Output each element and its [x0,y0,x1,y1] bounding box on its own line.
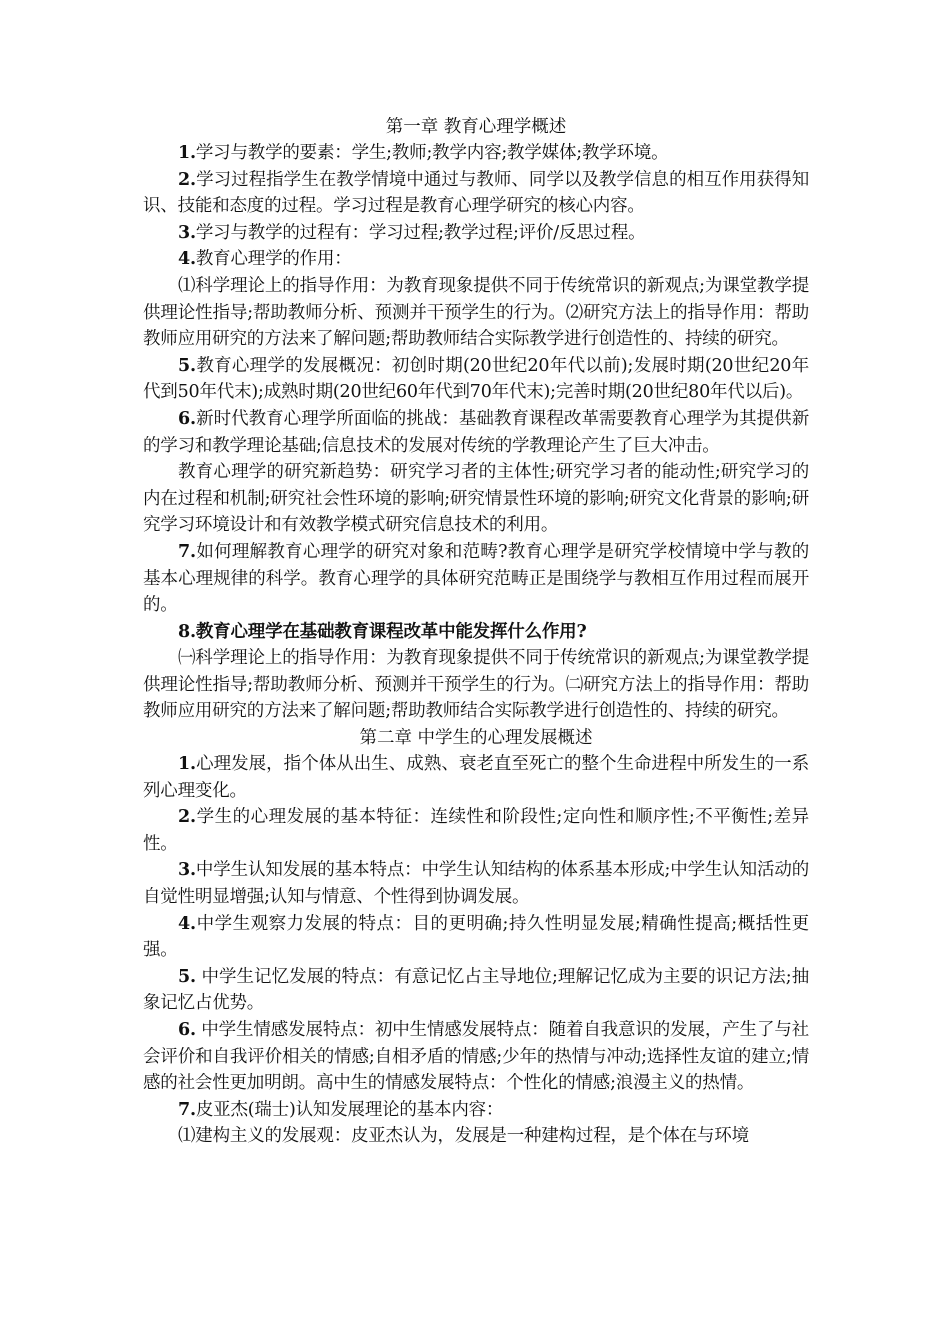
ch1-item-4-detail: ⑴科学理论上的指导作用：为教育现象提供不同于传统常识的新观点;为课堂教学提供理论性指导;帮助教师分析、预测并干预学生的行为。⑵研究方法上的指导作用：帮助教师应用研究的方法来了解问题;帮助教师结合实际教学进行创造性的、持续的研究。 [143,275,809,350]
ch1-item-5: 5.教育心理学的发展概况：初创时期(20世纪20年代以前);发展时期(20世纪20年代到50年代末);成熟时期(20世纪60年代到70年代末);完善时期(20世纪80年代以后)。 [143,355,809,403]
ch2-item-2: 2.学生的心理发展的基本特征：连续性和阶段性;定向性和顺序性;不平衡性;差异性。 [143,807,809,854]
chapter-2-title: 第二章 中学生的心理发展概述 [359,728,593,749]
ch1-item-7: 7.如何理解教育心理学的研究对象和范畴?教育心理学是研究学校情境中学与教的基本心理规律的科学。教育心理学的具体研究范畴正是围绕学与教相互作用过程而展开的。 [143,541,809,616]
ch2-item-7: 7.皮亚杰(瑞士)认知发展理论的基本内容： [178,1099,504,1120]
ch1-item-6: 6.新时代教育心理学所面临的挑战：基础教育课程改革需要教育心理学为其提供新的学习和教学理论基础;信息技术的发展对传统的学教理论产生了巨大冲击。 [143,408,809,456]
ch1-item-4: 4.教育心理学的作用： [178,249,352,270]
ch2-item-7-detail: ⑴建构主义的发展观：皮亚杰认为，发展是一种建构过程，是个体在与环境 [178,1126,749,1147]
ch2-item-6: 6. 中学生情感发展特点：初中生情感发展特点：随着自我意识的发展，产生了与社会评价和自我评价相关的情感;自相矛盾的情感;少年的热情与冲动;选择性友谊的建立;情感的社会性更加明朗。高中生的情感发展特点：个性化的情感;浪漫主义的热情。 [143,1020,809,1094]
ch1-item-8-detail: ㈠科学理论上的指导作用：为教育现象提供不同于传统常识的新观点;为课堂教学提供理论性指导;帮助教师分析、预测并干预学生的行为。㈡研究方法上的指导作用：帮助教师应用研究的方法来了解问题;帮助教师结合实际教学进行创造性的、持续的研究。 [143,648,809,722]
document-page [143,114,809,1150]
ch2-item-4: 4.中学生观察力发展的特点：目的更明确;持久性明显发展;精确性提高;概括性更强。 [143,913,809,961]
ch2-item-1: 1.心理发展，指个体从出生、成熟、衰老直至死亡的整个生命进程中所发生的一系列心理变化。 [143,754,809,801]
ch1-item-2: 2.学习过程指学生在教学情境中通过与教师、同学以及教学信息的相互作用获得知识、技能和态度的过程。学习过程是教育心理学研究的核心内容。 [143,169,809,217]
ch2-item-5: 5. 中学生记忆发展的特点：有意记忆占主导地位;理解记忆成为主要的识记方法;抽象记忆占优势。 [143,966,809,1014]
ch1-item-8: 8.教育心理学在基础教育课程改革中能发挥什么作用? [178,621,587,642]
ch1-item-6-trends: 教育心理学的研究新趋势：研究学习者的主体性;研究学习者的能动性;研究学习的内在过程和机制;研究社会性环境的影响;研究情景性环境的影响;研究文化背景的影响;研究学习环境设计和有效教学模式研究信息技术的利用。 [143,462,809,536]
chapter-1-title: 第一章 教育心理学概述 [385,117,567,137]
ch1-item-3: 3.学习与教学的过程有：学习过程;教学过程;评价/反思过程。 [178,222,646,243]
ch2-item-3: 3.中学生认知发展的基本特点：中学生认知结构的体系基本形成;中学生认知活动的自觉性明显增强;认知与情意、个性得到协调发展。 [143,860,809,908]
ch1-item-1: 1.学习与教学的要素：学生;教师;教学内容;教学媒体;教学环境。 [178,143,669,163]
